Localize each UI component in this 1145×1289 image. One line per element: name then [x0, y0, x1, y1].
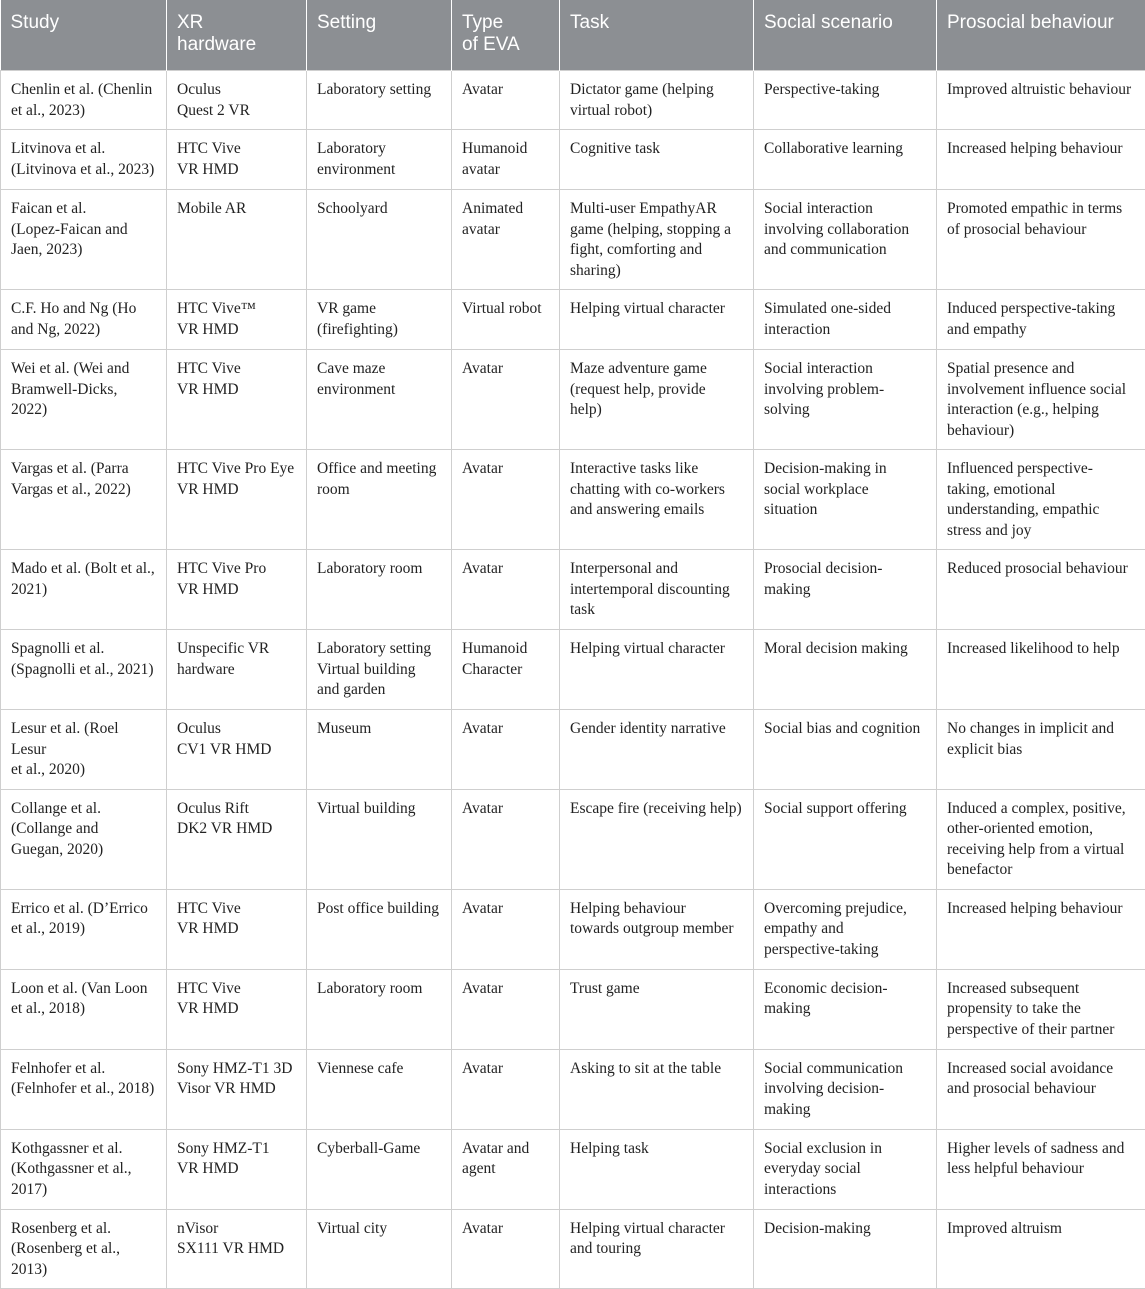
- cell-type-of-eva: Humanoid avatar: [452, 130, 560, 190]
- cell-task: Interactive tasks like chatting with co-workers and answering emails: [560, 450, 754, 550]
- cell-task: Helping virtual character and touring: [560, 1209, 754, 1289]
- table-row: [1, 130, 1145, 190]
- cell-prosocial-behaviour: Increased subsequent propensity to take the perspective of their partner: [937, 969, 1145, 1049]
- cell-setting: Laboratory setting: [307, 71, 452, 130]
- cell-setting: Laboratory room: [307, 969, 452, 1049]
- cell-type-of-eva: Avatar: [452, 1209, 560, 1289]
- table-row: [1, 550, 1145, 630]
- cell-setting: Post office building: [307, 889, 452, 969]
- table-row: [1, 450, 1145, 550]
- cell-setting: Laboratory setting Virtual building and garden: [307, 630, 452, 710]
- cell-social-scenario: Social bias and cognition: [754, 710, 937, 790]
- cell-task: Cognitive task: [560, 130, 754, 190]
- cell-prosocial-behaviour: Induced a complex, positive, other-oriented emotion, receiving help from a virtual benefactor: [937, 789, 1145, 889]
- cell-task: Escape fire (receiving help): [560, 789, 754, 889]
- cell-study: Litvinova et al. (Litvinova et al., 2023): [1, 130, 167, 190]
- cell-xr-hardware: Unspecific VR hardware: [167, 630, 307, 710]
- table-row: [1, 789, 1145, 889]
- table-row: [1, 290, 1145, 350]
- table-row: [1, 889, 1145, 969]
- cell-setting: VR game (firefighting): [307, 290, 452, 350]
- cell-prosocial-behaviour: Increased helping behaviour: [937, 130, 1145, 190]
- cell-setting: Virtual building: [307, 789, 452, 889]
- cell-task: Trust game: [560, 969, 754, 1049]
- cell-social-scenario: Social exclusion in everyday social interactions: [754, 1129, 937, 1209]
- table-row: [1, 969, 1145, 1049]
- cell-setting: Schoolyard: [307, 190, 452, 290]
- table-row: [1, 190, 1145, 290]
- cell-study: Felnhofer et al. (Felnhofer et al., 2018): [1, 1049, 167, 1129]
- header-row: [1, 0, 1145, 71]
- cell-setting: Cyberball-Game: [307, 1129, 452, 1209]
- cell-xr-hardware: nVisor SX111 VR HMD: [167, 1209, 307, 1289]
- cell-type-of-eva: Animated avatar: [452, 190, 560, 290]
- cell-social-scenario: Social interaction involving collaboration and communication: [754, 190, 937, 290]
- cell-prosocial-behaviour: Induced perspective-taking and empathy: [937, 290, 1145, 350]
- cell-prosocial-behaviour: No changes in implicit and explicit bias: [937, 710, 1145, 790]
- cell-task: Gender identity narrative: [560, 710, 754, 790]
- cell-social-scenario: Prosocial decision- making: [754, 550, 937, 630]
- cell-setting: Laboratory environment: [307, 130, 452, 190]
- cell-xr-hardware: HTC Vive VR HMD: [167, 130, 307, 190]
- cell-study: Vargas et al. (Parra Vargas et al., 2022): [1, 450, 167, 550]
- cell-study: Kothgassner et al. (Kothgassner et al., 2017): [1, 1129, 167, 1209]
- cell-social-scenario: Overcoming prejudice, empathy and perspective-taking: [754, 889, 937, 969]
- cell-social-scenario: Social communication involving decision- making: [754, 1049, 937, 1129]
- cell-xr-hardware: Oculus CV1 VR HMD: [167, 710, 307, 790]
- header-social-scenario: Social scenario: [754, 0, 937, 71]
- cell-prosocial-behaviour: Improved altruism: [937, 1209, 1145, 1289]
- cell-study: Faican et al. (Lopez-Faican and Jaen, 2023): [1, 190, 167, 290]
- header-task: Task: [560, 0, 754, 71]
- cell-type-of-eva: Avatar: [452, 789, 560, 889]
- cell-prosocial-behaviour: Increased social avoidance and prosocial behaviour: [937, 1049, 1145, 1129]
- cell-task: Helping task: [560, 1129, 754, 1209]
- table-row: [1, 1209, 1145, 1289]
- cell-setting: Office and meeting room: [307, 450, 452, 550]
- cell-xr-hardware: Oculus Quest 2 VR: [167, 71, 307, 130]
- cell-study: Loon et al. (Van Loon et al., 2018): [1, 969, 167, 1049]
- cell-task: Dictator game (helping virtual robot): [560, 71, 754, 130]
- cell-xr-hardware: Mobile AR: [167, 190, 307, 290]
- cell-xr-hardware: Sony HMZ-T1 VR HMD: [167, 1129, 307, 1209]
- table-row: [1, 1049, 1145, 1129]
- cell-setting: Cave maze environment: [307, 350, 452, 450]
- cell-prosocial-behaviour: Increased likelihood to help: [937, 630, 1145, 710]
- cell-prosocial-behaviour: Influenced perspective- taking, emotional understanding, empathic stress and joy: [937, 450, 1145, 550]
- table-row: [1, 350, 1145, 450]
- cell-prosocial-behaviour: Reduced prosocial behaviour: [937, 550, 1145, 630]
- cell-prosocial-behaviour: Promoted empathic in terms of prosocial behaviour: [937, 190, 1145, 290]
- table-row: [1, 710, 1145, 790]
- cell-task: Multi-user EmpathyAR game (helping, stopping a fight, comforting and sharing): [560, 190, 754, 290]
- cell-setting: Virtual city: [307, 1209, 452, 1289]
- cell-task: Helping behaviour towards outgroup member: [560, 889, 754, 969]
- cell-type-of-eva: Humanoid Character: [452, 630, 560, 710]
- cell-study: Chenlin et al. (Chenlin et al., 2023): [1, 71, 167, 130]
- cell-task: Asking to sit at the table: [560, 1049, 754, 1129]
- cell-study: Mado et al. (Bolt et al., 2021): [1, 550, 167, 630]
- cell-type-of-eva: Avatar: [452, 969, 560, 1049]
- cell-prosocial-behaviour: Higher levels of sadness and less helpful behaviour: [937, 1129, 1145, 1209]
- cell-social-scenario: Decision-making in social workplace situation: [754, 450, 937, 550]
- cell-type-of-eva: Avatar: [452, 1049, 560, 1129]
- cell-xr-hardware: Sony HMZ-T1 3D Visor VR HMD: [167, 1049, 307, 1129]
- cell-prosocial-behaviour: Increased helping behaviour: [937, 889, 1145, 969]
- header-study: Study: [1, 0, 167, 71]
- cell-type-of-eva: Virtual robot: [452, 290, 560, 350]
- table-header: [1, 0, 1145, 71]
- table-row: [1, 1129, 1145, 1209]
- cell-type-of-eva: Avatar and agent: [452, 1129, 560, 1209]
- cell-social-scenario: Simulated one-sided interaction: [754, 290, 937, 350]
- cell-study: Spagnolli et al. (Spagnolli et al., 2021): [1, 630, 167, 710]
- cell-type-of-eva: Avatar: [452, 450, 560, 550]
- cell-study: Lesur et al. (Roel Lesur et al., 2020): [1, 710, 167, 790]
- cell-type-of-eva: Avatar: [452, 710, 560, 790]
- cell-task: Interpersonal and intertemporal discounting task: [560, 550, 754, 630]
- cell-xr-hardware: HTC Vive VR HMD: [167, 889, 307, 969]
- cell-social-scenario: Moral decision making: [754, 630, 937, 710]
- cell-xr-hardware: HTC Vive Pro VR HMD: [167, 550, 307, 630]
- cell-social-scenario: Economic decision- making: [754, 969, 937, 1049]
- cell-type-of-eva: Avatar: [452, 71, 560, 130]
- cell-xr-hardware: HTC Vive Pro Eye VR HMD: [167, 450, 307, 550]
- cell-study: Collange et al. (Collange and Guegan, 2020): [1, 789, 167, 889]
- cell-task: Helping virtual character: [560, 290, 754, 350]
- cell-setting: Museum: [307, 710, 452, 790]
- cell-xr-hardware: Oculus Rift DK2 VR HMD: [167, 789, 307, 889]
- cell-prosocial-behaviour: Spatial presence and involvement influence social interaction (e.g., helping behaviour): [937, 350, 1145, 450]
- table-row: [1, 71, 1145, 130]
- cell-type-of-eva: Avatar: [452, 889, 560, 969]
- cell-social-scenario: Social support offering: [754, 789, 937, 889]
- header-setting: Setting: [307, 0, 452, 71]
- table-row: [1, 630, 1145, 710]
- cell-study: C.F. Ho and Ng (Ho and Ng, 2022): [1, 290, 167, 350]
- cell-social-scenario: Social interaction involving problem- solving: [754, 350, 937, 450]
- cell-task: Maze adventure game (request help, provide help): [560, 350, 754, 450]
- cell-task: Helping virtual character: [560, 630, 754, 710]
- cell-social-scenario: Collaborative learning: [754, 130, 937, 190]
- cell-xr-hardware: HTC Vive VR HMD: [167, 969, 307, 1049]
- cell-prosocial-behaviour: Improved altruistic behaviour: [937, 71, 1145, 130]
- cell-social-scenario: Perspective-taking: [754, 71, 937, 130]
- cell-type-of-eva: Avatar: [452, 550, 560, 630]
- cell-study: Errico et al. (D’Errico et al., 2019): [1, 889, 167, 969]
- cell-setting: Laboratory room: [307, 550, 452, 630]
- cell-setting: Viennese cafe: [307, 1049, 452, 1129]
- table-body: [1, 71, 1145, 1289]
- cell-study: Rosenberg et al. (Rosenberg et al., 2013): [1, 1209, 167, 1289]
- cell-xr-hardware: HTC Vive™ VR HMD: [167, 290, 307, 350]
- cell-xr-hardware: HTC Vive VR HMD: [167, 350, 307, 450]
- header-prosocial-behaviour: Prosocial behaviour: [937, 0, 1145, 71]
- cell-social-scenario: Decision-making: [754, 1209, 937, 1289]
- cell-study: Wei et al. (Wei and Bramwell-Dicks, 2022): [1, 350, 167, 450]
- header-type-of-eva: Type of EVA: [452, 0, 560, 71]
- header-xr-hardware: XR hardware: [167, 0, 307, 71]
- cell-type-of-eva: Avatar: [452, 350, 560, 450]
